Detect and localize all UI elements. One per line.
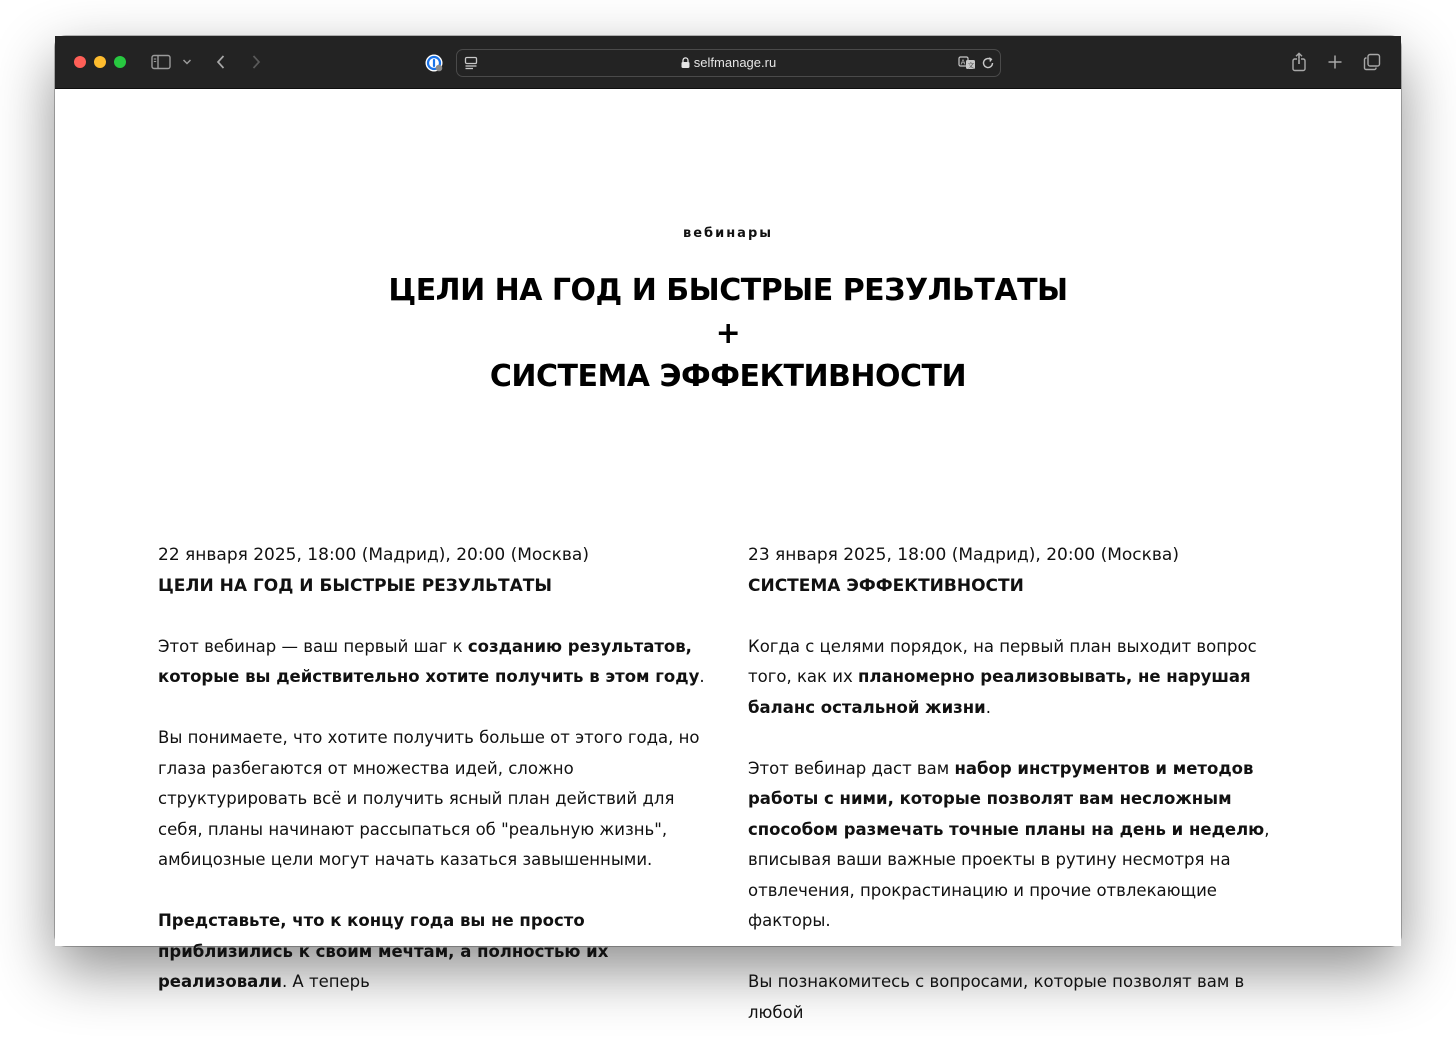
page-headline (55, 269, 1401, 398)
close-window-button[interactable] (74, 56, 86, 68)
webinar-2-intro: Когда с целями порядок, на первый план выходит вопрос того, как их планомерно реализовывать, не нарушая баланс остальной жизни. (748, 636, 1257, 717)
section-eyebrow: вебинары (682, 226, 774, 241)
forward-icon[interactable] (250, 54, 262, 70)
browser-toolbar (55, 36, 1401, 89)
browser-window (55, 36, 1401, 1022)
sidebar-icon[interactable] (151, 54, 171, 70)
webinar-1-date: 22 января 2025, 18:00 (Мадрид), 20:00 (Москва) (158, 545, 589, 565)
tabs-overview-icon[interactable] (1363, 53, 1381, 71)
url-text: selfmanage.ru (693, 55, 777, 70)
translate-icon[interactable] (958, 56, 976, 70)
webinar-2-column (748, 540, 1303, 1059)
headline-line-2: СИСТЕМА ЭФФЕКТИВНОСТИ (489, 359, 967, 394)
webinar-1-problem: Вы понимаете, что хотите получить больше от этого года, но глаза разбегаются от множества идей, сложно структурировать всё и получить ясный план действий для себя, планы начинают рассыпаться об "реальную жизнь", амбицозные цели могут начать казаться завышенными. (158, 728, 700, 869)
svg-text:文: 文 (967, 61, 975, 70)
webinar-1-title: ЦЕЛИ НА ГОД И БЫСТРЫЕ РЕЗУЛЬТАТЫ (158, 575, 552, 596)
webinar-1-vision: Представьте, что к концу года вы не просто приблизились к своим мечтам, а полностью их реализовали. А теперь (158, 911, 609, 991)
password-manager-icon[interactable] (424, 53, 444, 73)
headline-plus: + (715, 316, 741, 351)
address-bar[interactable] (456, 49, 1001, 77)
page-content (55, 89, 1401, 1022)
webinar-1-column (158, 540, 713, 1028)
webinar-1-intro: Этот вебинар — ваш первый шаг к созданию результатов, которые вы действительно хотите получить в этом году. (158, 636, 705, 686)
chevron-down-icon[interactable] (182, 58, 192, 66)
minimize-window-button[interactable] (94, 56, 106, 68)
back-icon[interactable] (215, 54, 227, 70)
webinar-2-title: СИСТЕМА ЭФФЕКТИВНОСТИ (748, 575, 1024, 596)
svg-text:A: A (960, 58, 966, 67)
plus-icon[interactable] (1327, 54, 1343, 70)
webinar-2-date: 23 января 2025, 18:00 (Мадрид), 20:00 (Москва) (748, 545, 1179, 565)
zoom-window-button[interactable] (114, 56, 126, 68)
reload-icon[interactable] (981, 56, 995, 70)
lock-icon (681, 56, 690, 71)
headline-line-1: ЦЕЛИ НА ГОД И БЫСТРЫЕ РЕЗУЛЬТАТЫ (388, 273, 1068, 308)
share-icon[interactable] (1291, 52, 1307, 72)
webinar-2-questions: Вы познакомитесь с вопросами, которые позволят вам в любой (748, 972, 1245, 1022)
webinar-2-tools: Этот вебинар даст вам набор инструментов и методов работы с ними, которые позволят вам несложным способом размечать точные планы на день и неделю, вписывая ваши важные проекты в рутину несмотря на отвлечения, прокрастинацию и прочие отвлекающие факторы. (748, 758, 1270, 930)
